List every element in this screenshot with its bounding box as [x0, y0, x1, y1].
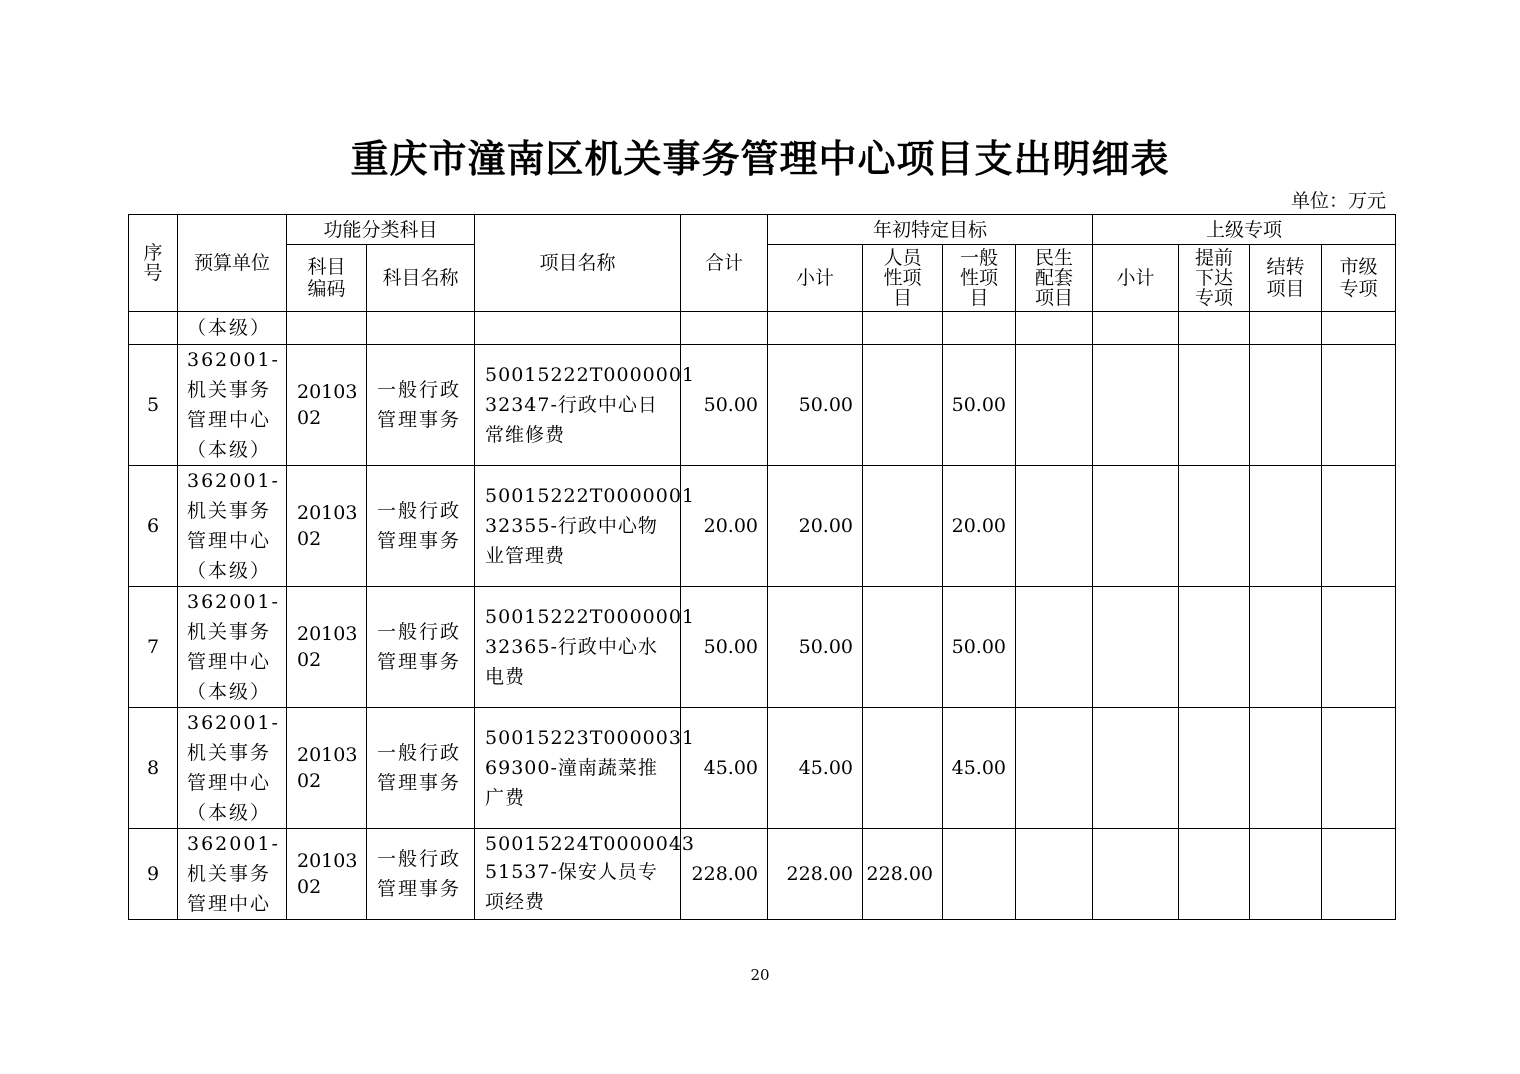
table-row [129, 829, 1396, 920]
advance-cell [1179, 587, 1250, 708]
subject-code-cell: 20103 02 [287, 708, 367, 829]
carryover-cell [1250, 466, 1322, 587]
header-budget-unit: 预算单位 [178, 215, 287, 312]
seq-cell: 5 [129, 345, 178, 466]
general-cell: 50.00 [943, 587, 1016, 708]
subject-name-cell: 一般行政 管理事务 [367, 829, 475, 920]
seq-cell: 7 [129, 587, 178, 708]
total-cell: 50.00 [681, 587, 768, 708]
general-cell: 50.00 [943, 345, 1016, 466]
header-city-level: 市级专项 [1322, 245, 1396, 312]
total-cell: 228.00 [681, 829, 768, 920]
total-cell: 20.00 [681, 466, 768, 587]
project-name-cell: 50015222T0000001 32365-行政中心水 电费 [475, 587, 681, 708]
livelihood-cell [1016, 708, 1093, 829]
superior-subtotal-cell [1093, 466, 1179, 587]
subject-name-cell: 一般行政 管理事务 [367, 587, 475, 708]
header-carryover: 结转项目 [1250, 245, 1322, 312]
table-row [129, 466, 1396, 587]
personnel-cell [863, 466, 943, 587]
superior-subtotal-cell [1093, 708, 1179, 829]
header-seq: 序号 [129, 215, 178, 312]
general-cell: 20.00 [943, 466, 1016, 587]
header-subject-code: 科目编码 [287, 245, 367, 312]
livelihood-cell [1016, 466, 1093, 587]
header-livelihood: 民生配套项目 [1016, 245, 1093, 312]
city-level-cell [1322, 708, 1396, 829]
budget-unit-cell: 362001- 机关事务 管理中心 （本级） [178, 708, 287, 829]
general-cell: 45.00 [943, 708, 1016, 829]
superior-subtotal-cell [1093, 829, 1179, 920]
subject-code-cell: 20103 02 [287, 829, 367, 920]
personnel-cell: 228.00 [863, 829, 943, 920]
personnel-cell [863, 587, 943, 708]
livelihood-cell [1016, 829, 1093, 920]
advance-cell [1179, 829, 1250, 920]
annual-subtotal-cell: 45.00 [768, 708, 863, 829]
header-subject-name: 科目名称 [367, 245, 475, 312]
annual-subtotal-cell: 228.00 [768, 829, 863, 920]
livelihood-cell [1016, 345, 1093, 466]
page-number: 20 [750, 966, 770, 984]
personnel-cell [863, 708, 943, 829]
total-cell: 50.00 [681, 345, 768, 466]
table-row [129, 587, 1396, 708]
header-general: 一般性项目 [943, 245, 1016, 312]
city-level-cell [1322, 345, 1396, 466]
header-personnel: 人员性项目 [863, 245, 943, 312]
unit-label: 单位：万元 [1290, 190, 1386, 212]
annual-subtotal-cell: 20.00 [768, 466, 863, 587]
header-superior: 上级专项 [1093, 215, 1396, 245]
city-level-cell [1322, 587, 1396, 708]
table-row [129, 312, 1396, 345]
advance-cell [1179, 466, 1250, 587]
budget-unit-cell: 362001- 机关事务 管理中心 [178, 829, 287, 920]
general-cell [943, 829, 1016, 920]
table-row [129, 708, 1396, 829]
header-annual-subtotal: 小计 [768, 245, 863, 312]
header-project-name: 项目名称 [475, 215, 681, 312]
city-level-cell [1322, 466, 1396, 587]
advance-cell [1179, 345, 1250, 466]
carryover-cell [1250, 708, 1322, 829]
superior-subtotal-cell [1093, 345, 1179, 466]
header-advance: 提前下达专项 [1179, 245, 1250, 312]
project-name-cell: 50015224T0000043 51537-保安人员专 项经费 [475, 829, 681, 920]
personnel-cell [863, 345, 943, 466]
project-name-cell: 50015223T0000031 69300-潼南蔬菜推 广费 [475, 708, 681, 829]
livelihood-cell [1016, 587, 1093, 708]
total-cell: 45.00 [681, 708, 768, 829]
subject-code-cell: 20103 02 [287, 587, 367, 708]
budget-unit-cell: 362001- 机关事务 管理中心 （本级） [178, 345, 287, 466]
seq-cell: 8 [129, 708, 178, 829]
table-row [129, 345, 1396, 466]
header-func-category: 功能分类科目 [287, 215, 475, 245]
carryover-cell [1250, 587, 1322, 708]
carryover-cell [1250, 829, 1322, 920]
city-level-cell [1322, 829, 1396, 920]
annual-subtotal-cell: 50.00 [768, 345, 863, 466]
subject-name-cell: 一般行政 管理事务 [367, 708, 475, 829]
header-annual-target: 年初特定目标 [768, 215, 1093, 245]
budget-unit-cell: 362001- 机关事务 管理中心 （本级） [178, 466, 287, 587]
annual-subtotal-cell: 50.00 [768, 587, 863, 708]
subject-name-cell: 一般行政 管理事务 [367, 345, 475, 466]
subject-code-cell: 20103 02 [287, 345, 367, 466]
project-name-cell: 50015222T0000001 32347-行政中心日 常维修费 [475, 345, 681, 466]
advance-cell [1179, 708, 1250, 829]
subject-code-cell: 20103 02 [287, 466, 367, 587]
subject-name-cell: 一般行政 管理事务 [367, 466, 475, 587]
header-total: 合计 [681, 215, 768, 312]
carryover-cell [1250, 345, 1322, 466]
seq-cell: 9 [129, 829, 178, 920]
seq-cell: 6 [129, 466, 178, 587]
project-expenditure-table [128, 214, 1396, 920]
budget-unit-cell: 362001- 机关事务 管理中心 （本级） [178, 587, 287, 708]
page-title: 重庆市潼南区机关事务管理中心项目支出明细表 [350, 136, 1170, 181]
budget-unit-cell: （本级） [178, 312, 287, 345]
project-name-cell: 50015222T0000001 32355-行政中心物 业管理费 [475, 466, 681, 587]
header-superior-subtotal: 小计 [1093, 245, 1179, 312]
superior-subtotal-cell [1093, 587, 1179, 708]
